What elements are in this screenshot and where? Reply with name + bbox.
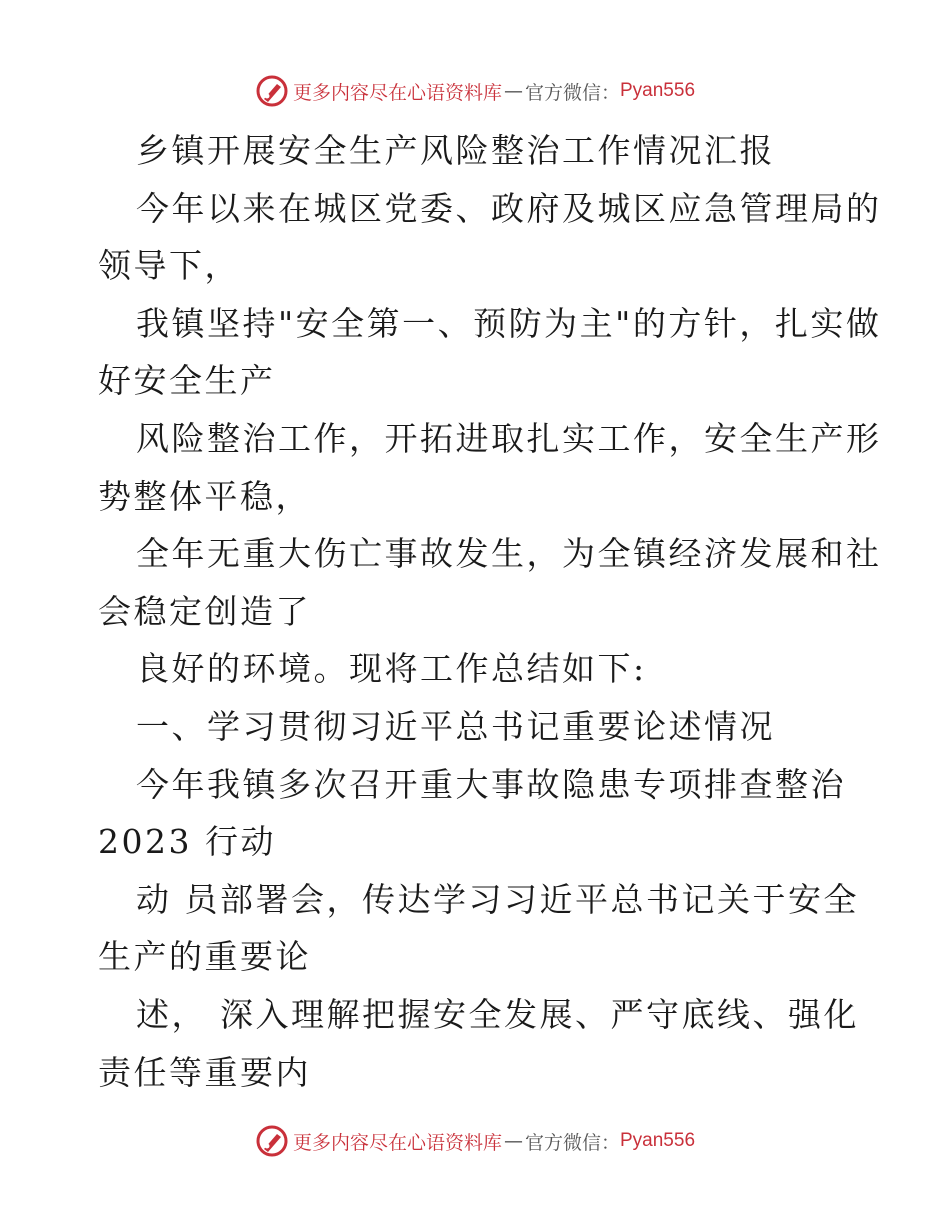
document-title: 乡镇开展安全生产风险整治工作情况汇报 bbox=[136, 131, 775, 170]
paragraph-line: 全年无重大伤亡事故发生，为全镇经济发展和社 bbox=[136, 534, 882, 574]
paragraph-line: 今年以来在城区党委、政府及城区应急管理局的 bbox=[136, 188, 882, 228]
paragraph-line: 会稳定创造了 bbox=[98, 591, 311, 631]
pen-logo-icon bbox=[255, 74, 289, 108]
paragraph-line: 我镇坚持"安全第一、预防为主"的方针，扎实做 bbox=[136, 303, 882, 343]
watermark-separator: — bbox=[503, 80, 523, 102]
pen-logo-icon bbox=[255, 1124, 289, 1158]
paragraph-line: 述， 深入理解把握安全发展、严守底线、强化 bbox=[136, 994, 859, 1034]
section-heading: 一、学习贯彻习近平总书记重要论述情况 bbox=[136, 706, 775, 746]
footer-watermark bbox=[0, 1124, 950, 1158]
paragraph-line: 势整体平稳， bbox=[98, 476, 311, 516]
paragraph-line: 动 员部署会，传达学习习近平总书记关于安全 bbox=[136, 879, 859, 919]
paragraph-line: 今年我镇多次召开重大事故隐患专项排查整治 bbox=[136, 764, 846, 804]
paragraph-line: 2023 行动 bbox=[98, 822, 276, 862]
paragraph-line: 领导下， bbox=[98, 246, 240, 286]
paragraph-line: 风险整治工作，开拓进取扎实工作，安全生产形 bbox=[136, 418, 882, 458]
paragraph-line: 生产的重要论 bbox=[98, 937, 311, 977]
header-watermark bbox=[0, 74, 950, 108]
watermark-wechat-id: Pyan556 bbox=[620, 80, 696, 101]
watermark-main-text: 更多内容尽在心语资料库 bbox=[292, 1131, 502, 1154]
watermark-label: 官方微信： bbox=[524, 81, 620, 104]
paragraph-line: 好安全生产 bbox=[98, 361, 276, 401]
document-body bbox=[98, 122, 882, 1101]
watermark-separator: — bbox=[503, 1130, 523, 1152]
watermark-label: 官方微信： bbox=[524, 1131, 620, 1154]
paragraph-line: 良好的环境。现将工作总结如下: bbox=[136, 649, 647, 689]
watermark-main-text: 更多内容尽在心语资料库 bbox=[292, 81, 502, 104]
watermark-wechat-id: Pyan556 bbox=[620, 1130, 696, 1151]
paragraph-line: 责任等重要内 bbox=[98, 1052, 311, 1092]
